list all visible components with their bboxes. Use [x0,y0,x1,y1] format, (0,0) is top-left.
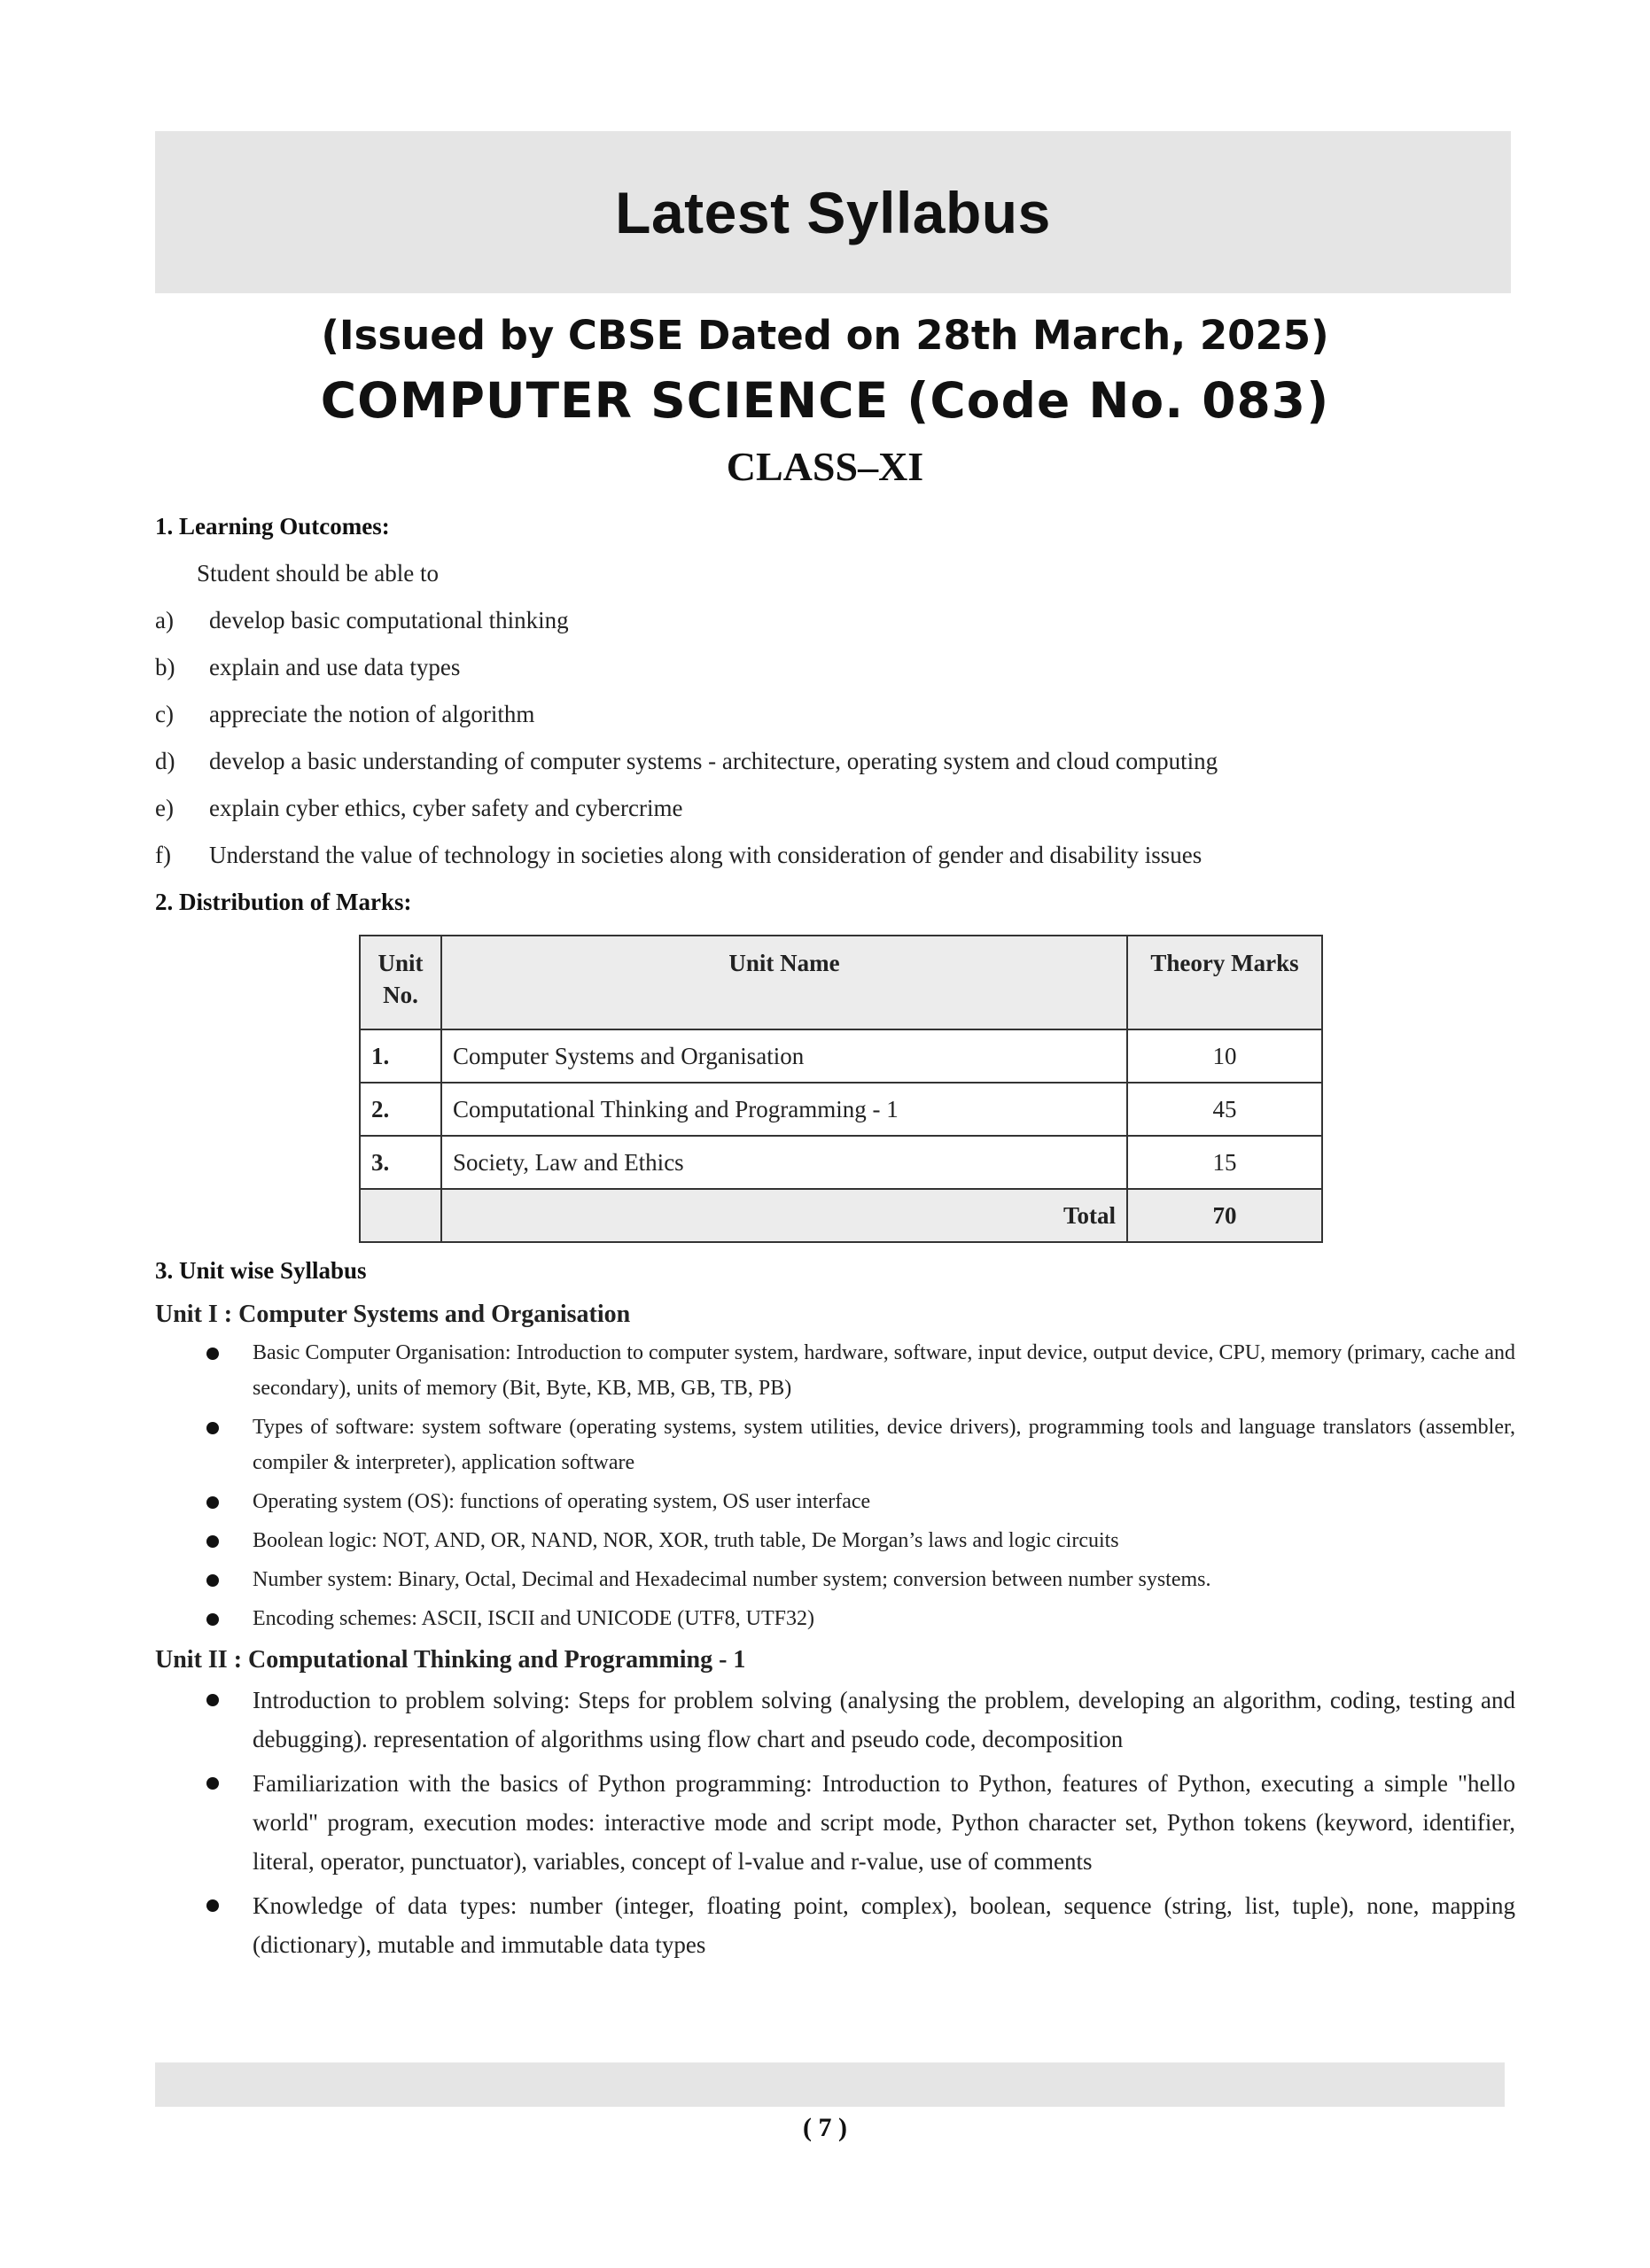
bullet-icon [206,1422,219,1434]
empty-cell [360,1189,441,1242]
column-header-theory-marks: Theory Marks [1127,936,1322,1029]
list-item [155,644,1515,691]
item-text: Understand the value of technology in societies along with consideration of gender and disability issues [209,842,1202,868]
item-text: explain cyber ethics, cyber safety and cybercrime [209,795,683,821]
marks-cell: 10 [1127,1029,1322,1083]
item-letter: b) [155,654,175,680]
list-item [253,1410,1515,1480]
unit-no-cell: 1. [360,1029,441,1083]
column-header-unit-name: Unit Name [441,936,1127,1029]
footer-bar [155,2062,1505,2107]
unit-name-cell: Society, Law and Ethics [441,1136,1127,1189]
item-text: Basic Computer Organisation: Introduction to computer system, hardware, software, input device, output device, CPU, memory (primary, cache and secondary), units of memory (Bit, Byte, KB, MB, GB, TB, PB) [253,1341,1515,1400]
item-letter: c) [155,701,174,727]
bullet-icon [206,1535,219,1548]
learning-outcomes-intro: Student should be able to [197,560,439,586]
marks-table [359,935,1323,1243]
item-text: Familiarization with the basics of Python programming: Introduction to Python, features of Python, executing a simple "hello world" program, execution modes: interactive mode and script mode, Python character set, Python tokens (keyword, identifier, literal, operator, punctuator), variables, concept of l-value and r-value, use of comments [253,1770,1515,1875]
item-text: Types of software: system software (operating systems, system utilities, device drivers), programming tools and language translators (assembler, compiler & interpreter), application software [253,1416,1515,1474]
item-text: Boolean logic: NOT, AND, OR, NAND, NOR, XOR, truth table, De Morgan’s laws and logic circuits [253,1529,1119,1552]
table-header-row [360,936,1322,1029]
list-item [253,1335,1515,1406]
list-item [155,738,1515,785]
unit-name-cell: Computer Systems and Organisation [441,1029,1127,1083]
item-text: appreciate the notion of algorithm [209,701,535,727]
subject-title: COMPUTER SCIENCE (Code No. 083) [320,372,1330,429]
issued-line: (Issued by CBSE Dated on 28th March, 2025) [321,312,1329,359]
column-header-unit-no: Unit No. [360,936,441,1029]
list-item [253,1484,1515,1519]
table-row [360,1083,1322,1136]
item-letter: d) [155,748,175,774]
unit-name-cell: Computational Thinking and Programming - 1 [441,1083,1127,1136]
marks-cell: 15 [1127,1136,1322,1189]
unit-no-cell: 2. [360,1083,441,1136]
learning-outcomes-heading: 1. Learning Outcomes: [155,513,390,540]
page-number: ( 7 ) [803,2113,847,2142]
unit-syllabus-heading: 3. Unit wise Syllabus [155,1257,367,1284]
bullet-icon [206,1899,219,1912]
list-item [155,785,1515,832]
total-row [360,1189,1322,1242]
total-value: 70 [1127,1189,1322,1242]
item-text: explain and use data types [209,654,461,680]
list-item [253,1601,1515,1636]
list-item [253,1886,1515,1964]
list-item [155,832,1515,879]
item-text: Operating system (OS): functions of operating system, OS user interface [253,1490,871,1513]
marks-cell: 45 [1127,1083,1322,1136]
unit1-title: Unit I : Computer Systems and Organisation [155,1301,631,1328]
item-text: develop a basic understanding of computer systems - architecture, operating system and cloud computing [209,748,1218,774]
list-item [253,1764,1515,1881]
learning-outcomes-list [155,597,1515,879]
bullet-icon [206,1613,219,1626]
unit2-list [155,1681,1515,1964]
item-text: Introduction to problem solving: Steps for problem solving (analysing the problem, developing an algorithm, coding, testing and debugging). representation of algorithms using flow chart and pseudo code, decomposition [253,1687,1515,1752]
item-text: Encoding schemes: ASCII, ISCII and UNICODE (UTF8, UTF32) [253,1607,814,1630]
list-item [155,691,1515,738]
syllabus-content [155,503,1515,1969]
distribution-heading: 2. Distribution of Marks: [155,889,412,915]
list-item [253,1681,1515,1759]
list-item [155,597,1515,644]
table-row [360,1029,1322,1083]
unit2-title: Unit II : Computational Thinking and Programming - 1 [155,1646,746,1674]
unit-no-cell: 3. [360,1136,441,1189]
unit1-list [155,1335,1515,1636]
bullet-icon [206,1694,219,1706]
bullet-icon [206,1777,219,1790]
bullet-icon [206,1348,219,1360]
page-title: Latest Syllabus [615,179,1051,245]
header-banner [155,131,1511,293]
bullet-icon [206,1574,219,1587]
item-letter: a) [155,607,174,633]
item-letter: e) [155,795,174,821]
item-letter: f) [155,842,171,868]
list-item [253,1562,1515,1597]
total-label: Total [441,1189,1127,1242]
item-text: Number system: Binary, Octal, Decimal and Hexadecimal number system; conversion between number systems. [253,1568,1211,1591]
item-text: develop basic computational thinking [209,607,569,633]
class-title: CLASS–XI [726,444,924,489]
item-text: Knowledge of data types: number (integer, floating point, complex), boolean, sequence (string, list, tuple), none, mapping (dictionary), mutable and immutable data types [253,1892,1515,1958]
bullet-icon [206,1496,219,1509]
table-row [360,1136,1322,1189]
list-item [253,1523,1515,1558]
